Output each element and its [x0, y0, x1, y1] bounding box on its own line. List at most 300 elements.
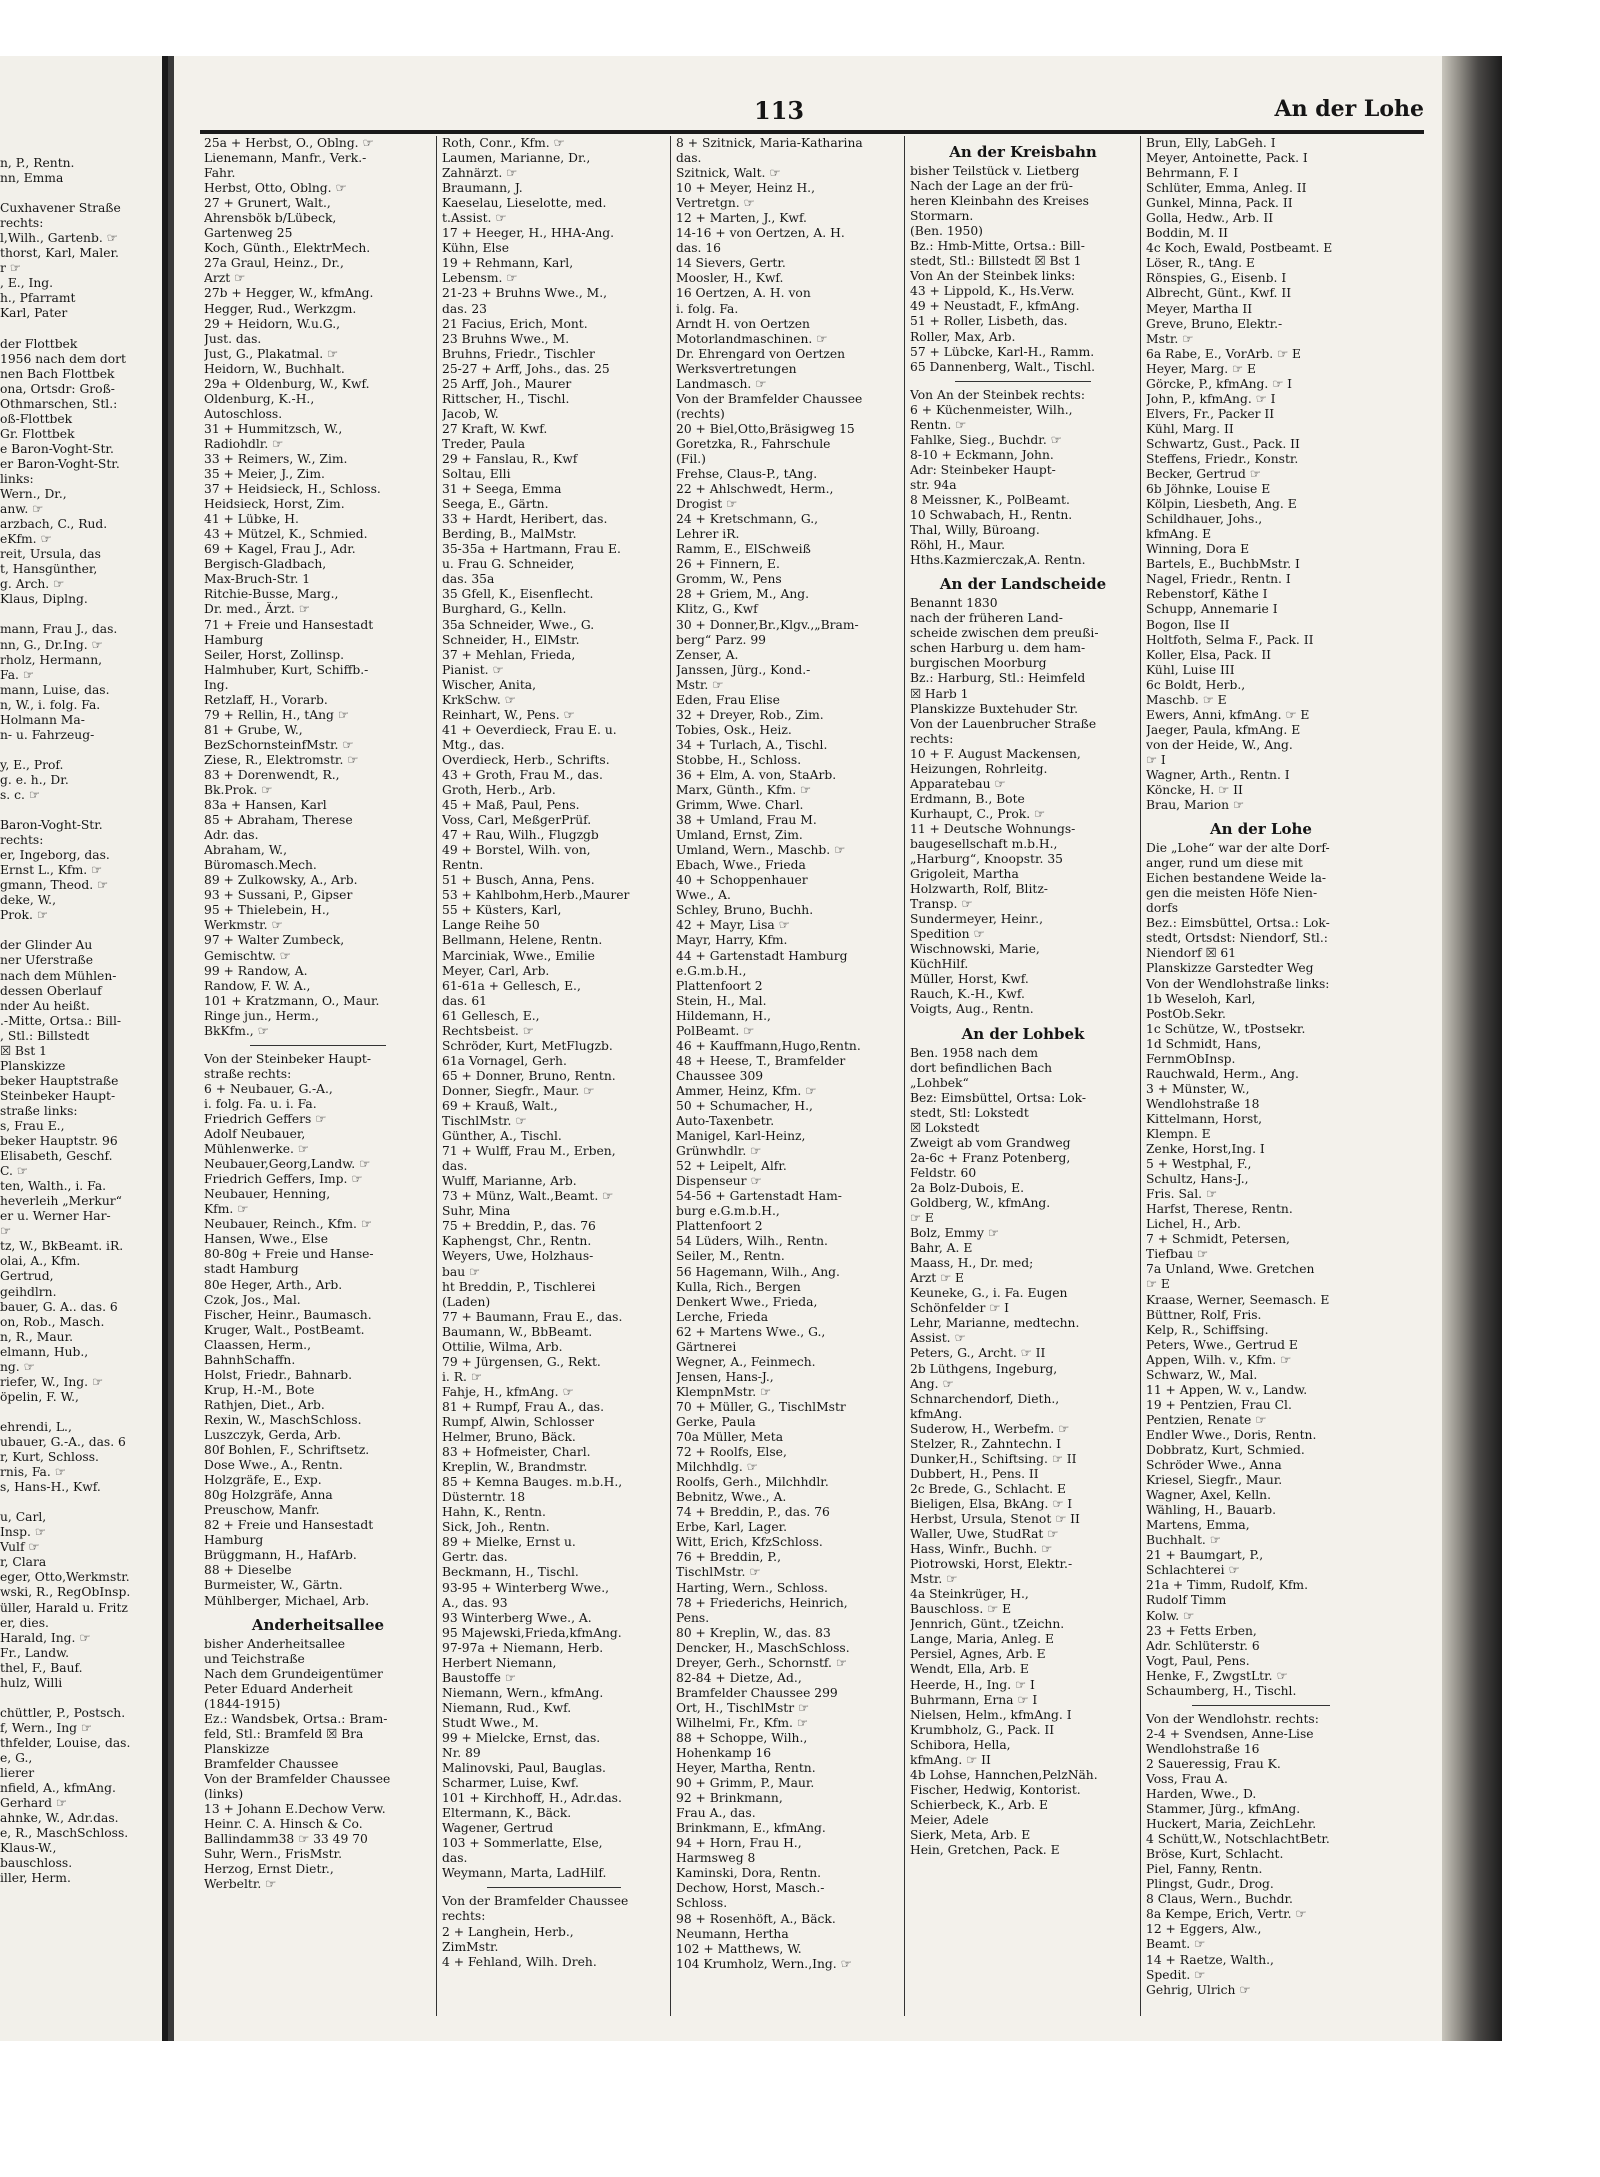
- directory-entry: Roolfs, Gerh., Milchhdlr.: [676, 1475, 829, 1490]
- directory-entry: Milchhdlg. ☞: [676, 1460, 758, 1475]
- directory-entry: Gehrig, Ulrich ☞: [1146, 1982, 1251, 1997]
- left-fragment-line: r, Kurt, Schloss.: [0, 1450, 99, 1465]
- directory-entry: Jaeger, Paula, kfmAng. E: [1146, 722, 1301, 737]
- directory-entry: Wischnowski, Marie,: [910, 942, 1040, 957]
- directory-entry: Ringe jun., Herm.,: [204, 1008, 319, 1023]
- directory-entry: Fahlke, Sieg., Buchdr. ☞: [910, 432, 1062, 447]
- directory-entry: Gertr. das.: [442, 1550, 508, 1565]
- directory-entry: 43 + Groth, Frau M., das.: [442, 767, 603, 782]
- directory-entry: Waller, Uwe, StudRat ☞: [910, 1527, 1059, 1542]
- directory-entry: 4 Schütt,W., NotschlachtBetr.: [1146, 1832, 1330, 1847]
- directory-entry: 6 + Neubauer, G.-A.,: [204, 1081, 333, 1096]
- directory-entry: Peters, Wwe., Gertrud E: [1146, 1337, 1298, 1352]
- left-fragment-line: beker Hauptstraße: [0, 1073, 119, 1088]
- directory-entry: Brun, Elly, LabGeh. I: [1146, 136, 1276, 150]
- directory-entry: Bez: Eimsbüttel, Ortsa: Lok-: [910, 1090, 1086, 1105]
- directory-entry: 2b Lüthgens, Ingeburg,: [910, 1361, 1058, 1376]
- left-fragment-line: on, Rob., Masch.: [0, 1314, 105, 1329]
- directory-entry: Motorlandmaschinen. ☞: [676, 331, 828, 346]
- directory-entry: Wilhelmi, Fr., Kfm. ☞: [676, 1715, 808, 1730]
- directory-entry: Roth, Conr., Kfm. ☞: [442, 136, 565, 150]
- directory-entry: Adr. das.: [204, 828, 259, 843]
- directory-entry: 42 + Mayr, Lisa ☞: [676, 918, 790, 933]
- directory-entry: Von der Lauenbrucher Straße: [910, 716, 1097, 731]
- left-fragment-line: anw. ☞: [0, 502, 44, 517]
- directory-entry: Neubauer,Georg,Landw. ☞: [204, 1157, 371, 1172]
- directory-entry: Rebenstorf, Käthe I: [1146, 587, 1268, 602]
- left-fragment-line: öpelin, F. W.,: [0, 1389, 79, 1404]
- directory-entry: Albrecht, Günt., Kwf. II: [1146, 286, 1292, 301]
- directory-entry: Marx, Günth., Kfm. ☞: [676, 783, 812, 798]
- directory-entry: 41 + Oeverdieck, Frau E. u.: [442, 722, 617, 737]
- left-fragment-line: rechts:: [0, 216, 44, 231]
- directory-entry: und Teichstraße: [204, 1651, 305, 1666]
- directory-entry: 31 + Seega, Emma: [442, 482, 562, 497]
- directory-entry: Goldberg, W., kfmAng.: [910, 1196, 1051, 1210]
- directory-entry: Mstr. ☞: [1146, 331, 1194, 346]
- directory-entry: 80g Holzgräfe, Anna: [204, 1488, 333, 1503]
- directory-entry: Kraase, Werner, Seemasch. E: [1146, 1292, 1330, 1307]
- directory-entry: 38 + Umland, Frau M.: [676, 813, 817, 828]
- directory-entry: Friedrich Geffers, Imp. ☞: [204, 1172, 363, 1187]
- directory-entry: 81 + Grube, W.,: [204, 722, 303, 737]
- directory-entry: 51 + Roller, Lisbeth, das.: [910, 314, 1068, 329]
- directory-entry: Stein, H., Mal.: [676, 993, 767, 1008]
- directory-entry: Thal, Willy, Büroang.: [910, 523, 1040, 538]
- directory-entry: Suhr, Wern., FrisMstr.: [204, 1847, 342, 1862]
- directory-entry: Ottilie, Wilma, Arb.: [442, 1339, 563, 1354]
- left-fragment-line: [0, 743, 162, 758]
- directory-entry: BezSchornsteinfMstr. ☞: [204, 737, 354, 752]
- directory-entry: nach der früheren Land-: [910, 611, 1063, 626]
- left-fragment-line: r, Clara: [0, 1555, 47, 1570]
- directory-entry: Groth, Herb., Arb.: [442, 783, 556, 798]
- directory-entry: Die „Lohe“ war der alte Dorf-: [1146, 841, 1330, 856]
- directory-entry: Harting, Wern., Schloss.: [676, 1580, 828, 1595]
- section-separator: [1192, 1705, 1330, 1706]
- directory-entry: 4c Koch, Ewald, Postbeamt. E: [1146, 241, 1333, 256]
- directory-entry: (rechts): [676, 406, 725, 421]
- directory-entry: ☞ E: [1146, 1277, 1170, 1292]
- directory-entry: 14-16 + von Oertzen, A. H.: [676, 226, 845, 241]
- directory-entry: Werkmstr. ☞: [204, 918, 283, 933]
- directory-entry: Brau, Marion ☞: [1146, 798, 1244, 813]
- directory-entry: das. 35a: [442, 572, 495, 587]
- left-fragment-line: deke, W.,: [0, 893, 57, 908]
- directory-entry: 1d Schmidt, Hans,: [1146, 1036, 1262, 1051]
- directory-entry: Dr. Ehrengard von Oertzen: [676, 346, 846, 361]
- directory-entry: Martens, Emma,: [1146, 1518, 1250, 1533]
- directory-entry: Piel, Fanny, Rentn.: [1146, 1862, 1263, 1877]
- directory-entry: Malinovski, Paul, Bauglas.: [442, 1761, 606, 1776]
- column-divider: [436, 136, 437, 2016]
- left-fragment-line: s, Frau E.,: [0, 1119, 65, 1133]
- column-divider: [904, 136, 905, 2016]
- directory-entry: Chaussee 309: [676, 1068, 764, 1083]
- directory-entry: kfmAng. ☞ II: [910, 1752, 991, 1767]
- directory-entry: Overdieck, Herb., Schrifts.: [442, 752, 610, 767]
- directory-entry: 16 Oertzen, A. H. von: [676, 286, 811, 301]
- left-fragment-line: rholz, Hermann,: [0, 652, 103, 667]
- directory-entry: schen Harburg u. dem ham-: [910, 641, 1086, 656]
- left-fragment-line: elmann, Hub.,: [0, 1344, 89, 1359]
- page-number: 113: [754, 96, 805, 125]
- directory-entry: 36 + Elm, A. von, StaArb.: [676, 767, 837, 782]
- directory-entry: Kühl, Marg. II: [1146, 421, 1234, 436]
- directory-entry: Burghard, G., Kelln.: [442, 602, 567, 617]
- directory-entry: 32 + Dreyer, Rob., Zim.: [676, 707, 824, 722]
- directory-entry: Adr. Schlüterstr. 6: [1146, 1638, 1260, 1653]
- directory-entry: 24 + Kretschmann, G.,: [676, 512, 819, 527]
- directory-entry: gen die meisten Höfe Nien-: [1146, 886, 1318, 901]
- directory-entry: BkKfm., ☞: [204, 1023, 269, 1038]
- directory-entry: Bz.: Hmb-Mitte, Ortsa.: Bill-: [910, 239, 1085, 254]
- directory-entry: Neubauer, Henning,: [204, 1187, 331, 1202]
- directory-entry: Rittscher, H., Tischl.: [442, 391, 570, 406]
- directory-entry: t.Assist. ☞: [442, 211, 507, 226]
- directory-entry: 21 + Baumgart, P.,: [1146, 1548, 1264, 1563]
- directory-entry: 79 + Rellin, H., tAng ☞: [204, 707, 349, 722]
- directory-entry: 103 + Sommerlatte, Else,: [442, 1836, 603, 1851]
- directory-entry: Rumpf, Alwin, Schlosser: [442, 1414, 594, 1429]
- directory-entry: Heidsieck, Horst, Zim.: [204, 497, 345, 512]
- directory-entry: 2c Brede, G., Schlacht. E: [910, 1481, 1066, 1496]
- directory-entry: 41 + Lübke, H.: [204, 512, 299, 527]
- directory-entry: Hansen, Wwe., Else: [204, 1232, 328, 1247]
- directory-entry: Planskizze: [204, 1741, 270, 1756]
- directory-entry: Behrmann, F. I: [1146, 166, 1239, 181]
- directory-entry: Klitz, G., Kwf: [676, 602, 758, 617]
- directory-entry: Friedrich Geffers ☞: [204, 1112, 327, 1126]
- directory-entry: Von der Bramfelder Chaussee: [442, 1894, 629, 1909]
- left-fragment-line: Gr. Flottbek: [0, 426, 75, 441]
- directory-entry: Apparatebau ☞: [910, 776, 1006, 791]
- directory-entry: 8 Meissner, K., PolBeamt.: [910, 492, 1070, 507]
- left-fragment-line: heverleih „Merkur“: [0, 1194, 122, 1209]
- left-fragment-line: er, Ingeborg, das.: [0, 848, 110, 863]
- street-heading: An der Landscheide: [939, 575, 1107, 594]
- left-fragment-line: ng. ☞: [0, 1359, 35, 1374]
- directory-entry: Reinhart, W., Pens. ☞: [442, 707, 575, 722]
- left-fragment-line: beker Hauptstr. 96: [0, 1134, 118, 1149]
- directory-entry: Büromasch.Mech.: [204, 858, 317, 873]
- directory-entry: Janssen, Jürg., Kond.-: [676, 662, 811, 677]
- left-fragment-line: nder Au heißt.: [0, 998, 90, 1013]
- directory-entry: Radiohdlr. ☞: [204, 436, 284, 451]
- directory-entry: Herbst, Ursula, Stenot ☞ II: [910, 1511, 1080, 1526]
- directory-entry: kfmAng. E: [1146, 527, 1212, 542]
- directory-entry: Zahnärzt. ☞: [442, 166, 518, 181]
- directory-entry: 85 + Kemna Bauges. m.b.H.,: [442, 1475, 623, 1490]
- left-fragment-line: thfelder, Louise, das.: [0, 1735, 131, 1750]
- directory-entry: Endler Wwe., Doris, Rentn.: [1146, 1427, 1317, 1442]
- directory-entry: Grimm, Wwe. Charl.: [676, 798, 804, 813]
- left-fragment-line: Fa. ☞: [0, 667, 34, 682]
- left-fragment-line: Baron-Voght-Str.: [0, 818, 103, 833]
- directory-entry: 93 + Sussani, P., Gipser: [204, 888, 353, 903]
- left-fragment-line: nen Bach Flottbek: [0, 366, 115, 381]
- left-fragment-line: Holmann Ma-: [0, 712, 85, 727]
- directory-entry: Dubbert, H., Pens. II: [910, 1466, 1039, 1481]
- left-fragment-line: er u. Werner Har-: [0, 1209, 111, 1224]
- directory-entry: Schneider, H., ElMstr.: [442, 632, 580, 647]
- directory-entry: Nach der Lage an der frü-: [910, 179, 1073, 194]
- left-fragment-line: geihdlrn.: [0, 1284, 57, 1299]
- directory-entry: Arndt H. von Oertzen: [676, 316, 810, 331]
- left-fragment-line: 1956 nach dem dort: [0, 351, 126, 366]
- directory-entry: 35a Schneider, Wwe., G.: [442, 617, 595, 632]
- directory-entry: Meier, Adele: [910, 1812, 989, 1827]
- directory-entry: 70 + Müller, G., TischlMstr: [676, 1399, 846, 1414]
- directory-entry: Meyer, Martha II: [1146, 301, 1253, 316]
- directory-entry: 74 + Breddin, P., das. 76: [676, 1505, 830, 1520]
- directory-entry: Baustoffe ☞: [442, 1670, 516, 1685]
- directory-entry: 34 + Turlach, A., Tischl.: [676, 737, 828, 752]
- directory-entry: Ewers, Anni, kfmAng. ☞ E: [1146, 707, 1310, 722]
- directory-entry: 54-56 + Gartenstadt Ham-: [676, 1189, 842, 1204]
- directory-entry: Von der Bramfelder Chaussee: [204, 1771, 391, 1786]
- directory-entry: stedt, Stl.: Billstedt ☒ Bst 1: [910, 254, 1082, 269]
- directory-entry: Fahr.: [204, 166, 236, 181]
- directory-entry: Keuneke, G., i. Fa. Eugen: [910, 1286, 1068, 1301]
- directory-entry: 65 Dannenberg, Walt., Tischl.: [910, 359, 1096, 374]
- directory-entry: Lerche, Frieda: [676, 1309, 769, 1324]
- directory-entry: Hegger, Rud., Werkzgm.: [204, 301, 357, 316]
- directory-entry: 97 + Walter Zumbeck,: [204, 933, 345, 948]
- directory-entry: Dunker,H., Schiftsing. ☞ II: [910, 1451, 1077, 1466]
- directory-entry: 82-84 + Dietze, Ad.,: [676, 1670, 802, 1685]
- directory-entry: Mühlenwerke. ☞: [204, 1142, 309, 1157]
- directory-entry: Stormarn.: [910, 209, 974, 224]
- directory-entry: Tobies, Osk., Heiz.: [676, 722, 792, 737]
- left-fragment-line: s, Hans-H., Kwf.: [0, 1480, 101, 1495]
- left-fragment-line: hulz, Willi: [0, 1675, 63, 1690]
- left-fragment-line: straße links:: [0, 1103, 78, 1118]
- directory-entry: 25-27 + Arff, Johs., das. 25: [442, 361, 610, 376]
- directory-entry: Görcke, P., kfmAng. ☞ I: [1146, 376, 1292, 391]
- directory-entry: Planskizze Buxtehuder Str.: [910, 701, 1078, 716]
- directory-entry: Wendlohstraße 16: [1146, 1741, 1260, 1756]
- left-fragment-line: Cuxhavener Straße: [0, 201, 121, 216]
- page-header: [174, 56, 1442, 136]
- directory-entry: 8 + Szitnick, Maria-Katharina: [676, 136, 863, 150]
- directory-entry: Dechow, Horst, Masch.-: [676, 1881, 825, 1896]
- directory-entry: Heidorn, W., Buchhalt.: [204, 361, 345, 376]
- directory-entry: Bauschloss. ☞ E: [910, 1602, 1012, 1617]
- directory-entry: Sundermeyer, Heinr.,: [910, 912, 1043, 927]
- directory-entry: Erbe, Karl, Lager.: [676, 1520, 788, 1535]
- left-fragment-line: eKfm. ☞: [0, 532, 52, 547]
- directory-entry: 83 + Dorenwendt, R.,: [204, 767, 340, 782]
- left-fragment-line: Klaus-W.,: [0, 1841, 57, 1856]
- directory-entry: Röhl, H., Maur.: [910, 538, 1006, 553]
- directory-entry: Von der Wendlohstr. rechts:: [1146, 1711, 1319, 1726]
- left-fragment-line: Prok. ☞: [0, 908, 48, 923]
- directory-entry: Schaumberg, H., Tischl.: [1146, 1683, 1297, 1698]
- directory-entry: Buchhalt. ☞: [1146, 1533, 1221, 1548]
- directory-entry: Fris. Sal. ☞: [1146, 1187, 1218, 1202]
- left-fragment-line: [0, 923, 162, 938]
- directory-entry: 101 + Kratzmann, O., Maur.: [204, 993, 380, 1008]
- street-heading: Anderheitsallee: [251, 1615, 385, 1634]
- directory-entry: 10 Schwabach, H., Rentn.: [910, 508, 1073, 523]
- directory-entry: Fischer, Hedwig, Kontorist.: [910, 1782, 1081, 1797]
- directory-entry: Schlüter, Emma, Anleg. II: [1146, 181, 1307, 196]
- directory-entry: i. folg. Fa. u. i. Fa.: [204, 1096, 317, 1111]
- left-fragment-line: h., Pfarramt: [0, 291, 76, 306]
- directory-entry: „Lohbek“: [910, 1075, 969, 1090]
- directory-entry: burgischen Moorburg: [910, 656, 1047, 671]
- directory-entry: Holzgräfe, E., Exp.: [204, 1473, 322, 1488]
- directory-entry: Sierk, Meta, Arb. E: [910, 1827, 1031, 1842]
- directory-entry: Schildhauer, Johs.,: [1146, 512, 1263, 527]
- directory-entry: ☞ E: [910, 1211, 934, 1226]
- directory-entry: 51 + Busch, Anna, Pens.: [442, 873, 595, 888]
- directory-entry: von der Heide, W., Ang.: [1146, 737, 1293, 752]
- directory-entry: Ammer, Heinz, Kfm. ☞: [676, 1083, 817, 1098]
- left-fragment-line: t, Hansgünther,: [0, 562, 98, 577]
- directory-entry: Nach dem Grundeigentümer: [204, 1666, 383, 1681]
- directory-entry: das. 61: [442, 993, 487, 1008]
- directory-entry: 3 + Münster, W.,: [1146, 1081, 1250, 1096]
- left-fragment-line: n, R., Maur.: [0, 1329, 74, 1344]
- left-fragment-line: C. ☞: [0, 1164, 28, 1179]
- directory-entry: Roller, Max, Arb.: [910, 329, 1016, 344]
- directory-entry: Jensen, Hans-J.,: [676, 1369, 774, 1384]
- directory-entry: Suhr, Mina: [442, 1204, 511, 1219]
- directory-entry: 89 + Zulkowsky, A., Arb.: [204, 873, 358, 888]
- left-fragment-line: e Baron-Voght-Str.: [0, 441, 114, 456]
- left-fragment-line: bauer, G. A.. das. 6: [0, 1299, 118, 1314]
- directory-entry: Studt Wwe., M.: [442, 1715, 539, 1730]
- directory-entry: Gromm, W., Pens: [676, 572, 782, 587]
- directory-entry: Koch, Günth., ElektrMech.: [204, 241, 371, 256]
- directory-entry: stadt Hamburg: [204, 1262, 299, 1277]
- directory-entry: 6 + Küchenmeister, Wilh.,: [910, 402, 1073, 417]
- directory-entry: Hass, Winfr., Buchh. ☞: [910, 1542, 1053, 1557]
- directory-entry: Mühlberger, Michael, Arb.: [204, 1593, 370, 1608]
- directory-entry: Kühn, Else: [442, 241, 509, 256]
- directory-entry: 21-23 + Bruhns Wwe., M.,: [442, 286, 608, 301]
- directory-entry: das.: [676, 151, 702, 166]
- left-fragment-line: Steinbeker Haupt-: [0, 1088, 116, 1103]
- directory-entry: Lehr, Marianne, medtechn.: [910, 1316, 1080, 1331]
- directory-entry: 62 + Martens Wwe., G.,: [676, 1324, 826, 1339]
- section-separator: [487, 1887, 621, 1888]
- directory-entry: Schupp, Annemarie I: [1146, 602, 1278, 617]
- directory-entry: 7 + Schmidt, Petersen,: [1146, 1232, 1290, 1247]
- directory-entry: 99 + Mielcke, Ernst, das.: [442, 1730, 601, 1745]
- directory-entry: Landmasch. ☞: [676, 376, 767, 391]
- directory-entry: Scharmer, Luise, Kwf.: [442, 1776, 579, 1791]
- directory-entry: Wagener, Gertrud: [442, 1821, 554, 1836]
- directory-entry: Witt, Erich, KfzSchloss.: [676, 1535, 823, 1550]
- directory-entry: Weyers, Uwe, Holzhaus-: [442, 1249, 594, 1264]
- left-fragment-line: Klaus, Diplng.: [0, 592, 88, 607]
- directory-entry: Just, G., Plakatmal. ☞: [204, 346, 339, 361]
- directory-entry: Preuschow, Manfr.: [204, 1503, 320, 1518]
- street-heading: An der Lohe: [1210, 820, 1312, 839]
- left-fragment-line: Ernst L., Kfm. ☞: [0, 863, 103, 878]
- directory-entry: Heyer, Martha, Rentn.: [676, 1761, 816, 1776]
- directory-entry: Weymann, Marta, LadHilf.: [442, 1866, 607, 1881]
- left-fragment-line: nn, G., Dr.Ing. ☞: [0, 637, 103, 652]
- directory-entry: Wegner, A., Feinmech.: [676, 1354, 816, 1369]
- directory-entry: Rechtsbeist. ☞: [442, 1023, 534, 1038]
- directory-page: [174, 56, 1442, 2041]
- directory-entry: 19 + Pentzien, Frau Cl.: [1146, 1397, 1292, 1412]
- directory-entry: Lichel, H., Arb.: [1146, 1217, 1241, 1232]
- directory-entry: 35 Gfell, K., Eisenflecht.: [442, 587, 594, 602]
- directory-entry: Hildemann, H.,: [676, 1008, 771, 1023]
- directory-entry: 95 Majewski,Frieda,kfmAng.: [442, 1625, 622, 1640]
- directory-entry: stedt, Stl: Lokstedt: [910, 1105, 1029, 1120]
- left-fragment-line: n, P., Rentn.: [0, 156, 75, 170]
- left-fragment-line: er, dies.: [0, 1615, 49, 1630]
- directory-entry: 19 + Rehmann, Karl,: [442, 256, 574, 271]
- directory-entry: Maass, H., Dr. med;: [910, 1256, 1034, 1271]
- directory-entry: Meyer, Carl, Arb.: [442, 963, 550, 978]
- directory-entry: anger, rund um diese mit: [1146, 856, 1303, 871]
- directory-entry: 49 + Neustadt, F., kfmAng.: [910, 299, 1080, 314]
- directory-entry: Herbst, Otto, Oblng. ☞: [204, 181, 347, 196]
- directory-entry: 104 Krumholz, Wern.,Ing. ☞: [676, 1956, 852, 1971]
- directory-entry: feld, Stl.: Bramfeld ☒ Bra: [204, 1726, 364, 1741]
- directory-entry: stedt, Ortsdst: Niendorf, Stl.:: [1146, 931, 1328, 946]
- directory-entry: 52 + Leipelt, Alfr.: [676, 1159, 787, 1174]
- left-page-fragment: [0, 56, 168, 2041]
- directory-entry: Ebach, Wwe., Frieda: [676, 858, 806, 873]
- left-fragment-line: [0, 1405, 162, 1420]
- directory-entry: Grigoleit, Martha: [910, 867, 1019, 882]
- left-page-text: [0, 156, 162, 1886]
- directory-entry: Sick, Joh., Rentn.: [442, 1520, 550, 1535]
- directory-entry: u. Frau G. Schneider,: [442, 557, 575, 572]
- directory-entry: Schönfelder ☞ I: [910, 1301, 1010, 1316]
- directory-entry: Stobbe, H., Schloss.: [676, 752, 802, 767]
- left-fragment-line: ehrendi, L.,: [0, 1419, 72, 1434]
- left-fragment-line: der Flottbek: [0, 336, 78, 351]
- directory-entry: Arzt ☞ E: [910, 1271, 964, 1286]
- directory-entry: Wagner, Arth., Rentn. I: [1146, 767, 1290, 782]
- directory-entry: Ballindamm38 ☞ 33 49 70: [204, 1832, 368, 1847]
- directory-entry: Schloss.: [676, 1896, 728, 1911]
- left-fragment-line: Vulf ☞: [0, 1540, 40, 1555]
- directory-entry: Hths.Kazmierczak,A. Rentn.: [910, 553, 1086, 568]
- column-5: [1146, 136, 1376, 2026]
- directory-entry: 61-61a + Gellesch, E.,: [442, 978, 581, 993]
- left-fragment-line: chüttler, P., Postsch.: [0, 1705, 126, 1720]
- left-fragment-line: g. Arch. ☞: [0, 577, 65, 592]
- directory-entry: Moosler, H., Kwf.: [676, 271, 784, 286]
- directory-entry: 2-4 + Svendsen, Anne-Lise: [1146, 1726, 1314, 1741]
- directory-entry: Rudolf Timm: [1146, 1593, 1227, 1608]
- directory-entry: Just. das.: [204, 331, 262, 346]
- directory-entry: 57 + Lübcke, Karl-H., Ramm.: [910, 344, 1095, 359]
- directory-entry: Halmhuber, Kurt, Schiffb.-: [204, 662, 369, 677]
- directory-entry: das.: [442, 1159, 468, 1174]
- directory-entry: Von der Bramfelder Chaussee: [676, 391, 863, 406]
- directory-entry: 43 + Mützel, K., Schmied.: [204, 527, 368, 542]
- directory-entry: Bebnitz, Wwe., A.: [676, 1490, 787, 1505]
- directory-entry: Schwartz, Gust., Pack. II: [1146, 436, 1300, 451]
- directory-entry: 54 Lüders, Wilh., Rentn.: [676, 1234, 828, 1249]
- directory-entry: Gunkel, Minna, Pack. II: [1146, 196, 1293, 211]
- directory-entry: 73 + Münz, Walt.,Beamt. ☞: [442, 1189, 614, 1204]
- directory-entry: Seiler, Horst, Zollinsp.: [204, 647, 345, 662]
- left-fragment-line: u, Carl,: [0, 1510, 47, 1525]
- directory-entry: Schlachterei ☞: [1146, 1563, 1240, 1578]
